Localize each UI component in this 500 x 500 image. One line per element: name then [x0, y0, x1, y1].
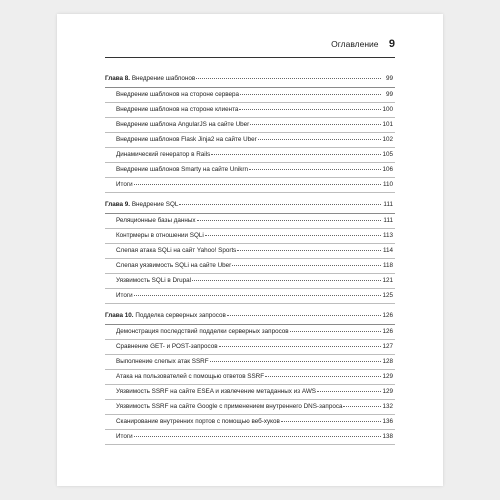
dot-leader	[134, 436, 381, 437]
section-page: 101	[382, 121, 393, 128]
section-page: 110	[382, 181, 393, 188]
toc-section-row[interactable]	[105, 244, 395, 259]
dot-leader	[134, 295, 381, 296]
dot-leader	[179, 204, 381, 205]
section-page: 99	[385, 91, 393, 98]
toc-section-row[interactable]	[105, 355, 395, 370]
toc-chapter-row[interactable]	[105, 71, 395, 88]
toc-section-row[interactable]	[105, 88, 395, 103]
toc-section-row[interactable]	[105, 229, 395, 244]
dot-leader	[258, 139, 381, 140]
section-title: Итоги	[116, 292, 133, 299]
dot-leader	[192, 280, 381, 281]
section-page: 105	[382, 151, 393, 158]
toc-section-row[interactable]	[105, 118, 395, 133]
section-page: 125	[382, 292, 393, 299]
section-title: Контрмеры в отношении SQLi	[116, 232, 204, 239]
dot-leader	[134, 184, 381, 185]
toc-section-row[interactable]	[105, 370, 395, 385]
section-page: 100	[382, 106, 393, 113]
section-page: 129	[382, 388, 393, 395]
toc-section-row[interactable]	[105, 259, 395, 274]
section-title: Внедрение шаблонов на стороне клиента	[116, 106, 239, 113]
dot-leader	[317, 391, 381, 392]
section-title: Слепая уязвимость SQLi на сайте Uber	[116, 262, 232, 269]
section-title: Уязвимость SSRF на сайте ESEA и извлечение метаданных из AWS	[116, 388, 316, 395]
toc-section-row[interactable]	[105, 325, 395, 340]
toc-section-row[interactable]	[105, 400, 395, 415]
toc-section-row[interactable]	[105, 289, 395, 304]
dot-leader	[197, 220, 381, 221]
section-title: Внедрение шаблона AngularJS на сайте Uber	[116, 121, 250, 128]
toc-section-row[interactable]	[105, 178, 395, 193]
section-title: Итоги	[116, 181, 133, 188]
section-title: Выполнение слепых атак SSRF	[116, 358, 209, 365]
dot-leader	[219, 346, 381, 347]
chapter-page: 111	[383, 201, 393, 208]
section-page: 132	[382, 403, 393, 410]
toc-chapter-row[interactable]	[105, 197, 395, 214]
section-title: Слепая атака SQLi на сайт Yahoo! Sports	[116, 247, 237, 254]
section-title: Атака на пользователей с помощью ответов SSRF	[116, 373, 265, 380]
section-title: Демонстрация последствий подделки серверных запросов	[116, 328, 289, 335]
chapter-page: 99	[385, 75, 393, 82]
dot-leader	[210, 361, 381, 362]
header-rule	[105, 57, 395, 58]
section-page: 106	[382, 166, 393, 173]
book-page	[57, 14, 443, 486]
toc-section-row[interactable]	[105, 385, 395, 400]
dot-leader	[265, 376, 381, 377]
toc-section-row[interactable]	[105, 415, 395, 430]
chapter-number: Глава 10.	[105, 312, 134, 319]
section-title: Внедрение шаблонов на стороне сервера	[116, 91, 240, 98]
dot-leader	[239, 109, 381, 110]
page-number: 9	[388, 38, 395, 50]
toc-chapter-9	[105, 197, 395, 304]
toc-section-row[interactable]	[105, 274, 395, 289]
toc-section-row[interactable]	[105, 340, 395, 355]
dot-leader	[211, 154, 381, 155]
chapter-title: Подделка серверных запросов	[135, 312, 226, 319]
toc-section-row[interactable]	[105, 430, 395, 445]
section-page: 128	[382, 358, 393, 365]
toc-chapter-8	[105, 71, 395, 193]
toc-section-row[interactable]	[105, 148, 395, 163]
toc-chapter-10	[105, 308, 395, 445]
chapter-number: Глава 9.	[105, 201, 131, 208]
dot-leader	[227, 315, 381, 316]
section-page: 118	[382, 262, 393, 269]
toc-section-row[interactable]	[105, 133, 395, 148]
section-title: Сравнение GET- и POST-запросов	[116, 343, 218, 350]
section-title: Уязвимость SSRF на сайте Google с применением внутреннего DNS-запроса	[116, 403, 343, 410]
section-page: 126	[382, 328, 393, 335]
section-page: 102	[382, 136, 393, 143]
chapter-title: Внедрение шаблонов	[131, 75, 196, 82]
toc-chapter-row[interactable]	[105, 308, 395, 325]
section-page: 121	[382, 277, 393, 284]
dot-leader	[237, 250, 381, 251]
section-page: 136	[382, 418, 393, 425]
table-of-contents	[105, 71, 395, 449]
dot-leader	[196, 78, 381, 79]
section-page: 127	[382, 343, 393, 350]
section-title: Динамический генератор в Rails	[116, 151, 211, 158]
section-title: Реляционные базы данных	[116, 217, 196, 224]
section-title: Итоги	[116, 433, 133, 440]
dot-leader	[249, 169, 381, 170]
chapter-number: Глава 8.	[105, 75, 131, 82]
section-title: Сканирование внутренних портов с помощью веб-хуков	[116, 418, 280, 425]
toc-section-row[interactable]	[105, 163, 395, 178]
running-head-title: Оглавление	[331, 39, 379, 49]
chapter-title: Внедрение SQL	[131, 201, 179, 208]
chapter-page: 126	[382, 312, 393, 319]
section-title: Внедрение шаблонов Flask Jinja2 на сайте Uber	[116, 136, 257, 143]
section-page: 138	[382, 433, 393, 440]
toc-section-row[interactable]	[105, 103, 395, 118]
toc-section-row[interactable]	[105, 214, 395, 229]
section-page: 113	[382, 232, 393, 239]
section-page: 129	[382, 373, 393, 380]
dot-leader	[343, 406, 381, 407]
dot-leader	[240, 94, 381, 95]
dot-leader	[281, 421, 381, 422]
dot-leader	[250, 124, 381, 125]
dot-leader	[290, 331, 381, 332]
dot-leader	[232, 265, 381, 266]
running-head	[105, 38, 395, 52]
section-page: 111	[383, 217, 393, 224]
dot-leader	[205, 235, 381, 236]
section-title: Внедрение шаблонов Smarty на сайте Unikrn	[116, 166, 249, 173]
section-page: 114	[382, 247, 393, 254]
section-title: Уязвимость SQLi в Drupal	[116, 277, 192, 284]
